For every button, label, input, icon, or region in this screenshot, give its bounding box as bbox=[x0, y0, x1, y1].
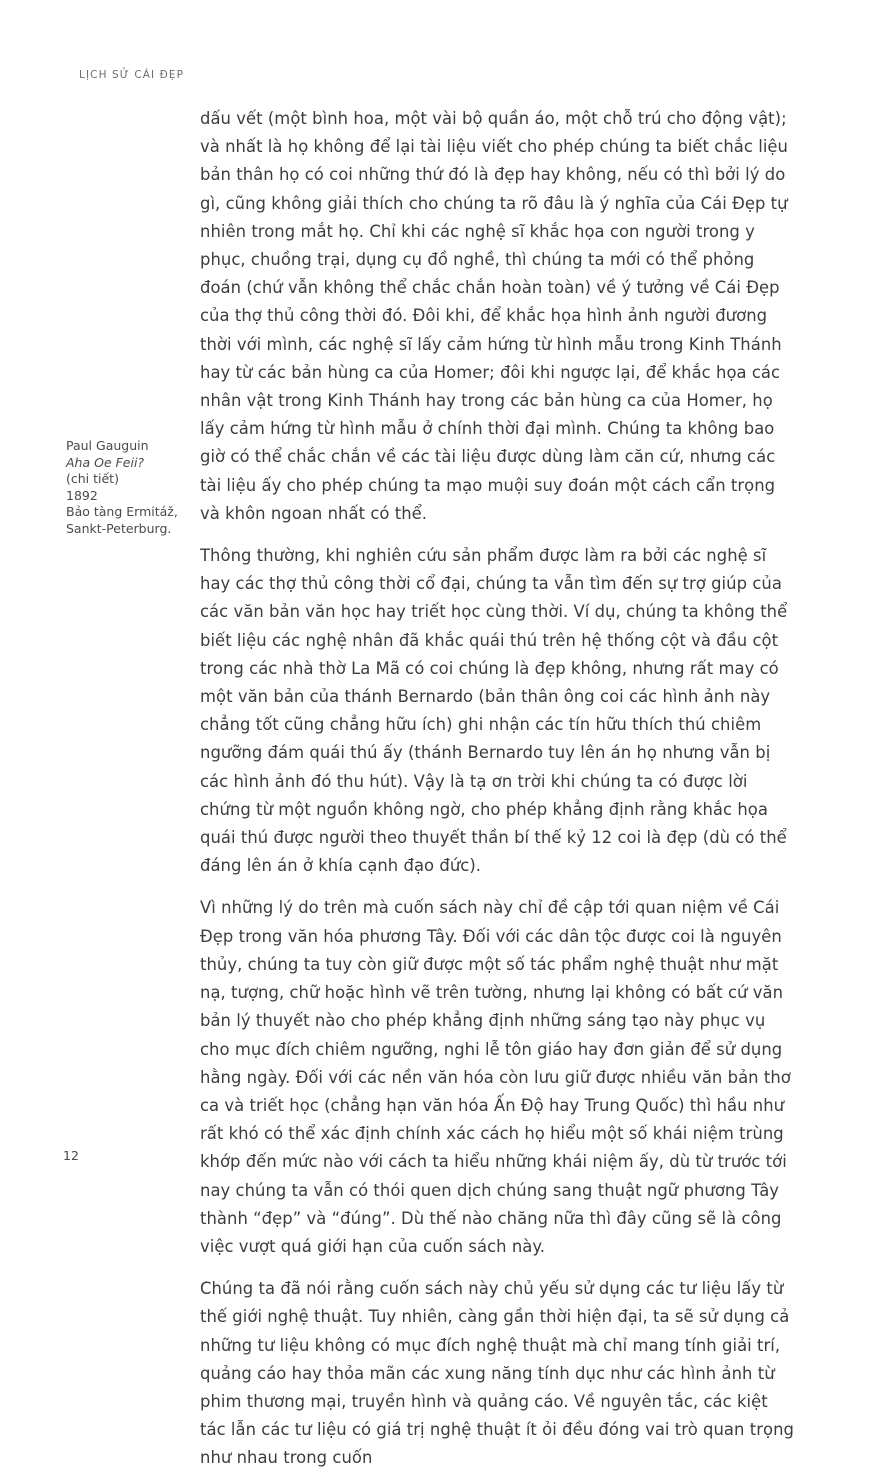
caption-artist: Paul Gauguin bbox=[66, 438, 149, 453]
body-paragraph: Chúng ta đã nói rằng cuốn sách này chủ yếu sử dụng các tư liệu lấy từ thế giới nghệ thuật. Tuy nhiên, càng gần thời hiện đại, ta sẽ sử dụng cả những tư liệu không có mục đích nghệ thuật mà chỉ mang tính giải trí, quảng cáo hay thỏa mãn các xung năng tính dục như các hình ảnh từ phim thương mại, truyền hình và quảng cáo. Về nguyên tắc, các kiệt tác lẫn các tư liệu có giá trị nghệ thuật ít ỏi đều đóng vai trò quan trọng như nhau trong cuốn bbox=[200, 1279, 794, 1468]
caption-detail: (chi tiết) bbox=[66, 471, 119, 486]
running-head: LỊCH SỬ CÁI ĐẸP bbox=[79, 69, 185, 81]
caption-location-line1: Bảo tàng Ermitáž, bbox=[66, 504, 178, 519]
body-paragraph: dấu vết (một bình hoa, một vài bộ quần áo, một chỗ trú cho động vật); và nhất là họ không để lại tài liệu viết cho phép chúng ta biết chắc liệu bản thân họ có coi những thứ đó là đẹp hay không, nếu có thì bởi lý do gì, cũng không giải thích cho chúng ta rõ đâu là ý nghĩa của Cái Đẹp tự nhiên trong mắt họ. Chỉ khi các nghệ sĩ khắc họa con người trong y phục, chuồng trại, dụng cụ đồ nghề, thì chúng ta mới có thể phỏng đoán (chứ vẫn không thể chắc chắn hoàn toàn) về ý tưởng về Cái Đẹp của thợ thủ công thời đó. Đôi khi, để khắc họa hình ảnh người đương thời với mình, các nghệ sĩ lấy cảm hứng từ hình mẫu trong Kinh Thánh hay từ các bản hùng ca của Homer; đôi khi ngược lại, để khắc họa các nhân vật trong Kinh Thánh hay trong các bản hùng ca của Homer, họ lấy cảm hứng từ hình mẫu ở chính thời đại mình. Chúng ta không bao giờ có thể chắc chắn về các tài liệu được dùng làm căn cứ, nhưng các tài liệu ấy cho phép chúng ta mạo muội suy đoán một cách cẩn trọng và khôn ngoan nhất có thể. bbox=[200, 109, 788, 523]
caption-title: Aha Oe Feii? bbox=[66, 454, 145, 470]
body-text-column bbox=[200, 105, 795, 1473]
page-number: 12 bbox=[63, 1148, 79, 1163]
figure-caption bbox=[66, 438, 206, 537]
body-paragraph: Thông thường, khi nghiên cứu sản phẩm được làm ra bởi các nghệ sĩ hay các thợ thủ công thời cổ đại, chúng ta vẫn tìm đến sự trợ giúp của các văn bản văn học hay triết học cùng thời. Ví dụ, chúng ta không thể biết liệu các nghệ nhân đã khắc quái thú trên hệ thống cột và đầu cột trong các nhà thờ La Mã có coi chúng là đẹp không, nhưng rất may có một văn bản của thánh Bernardo (bản thân ông coi các hình ảnh này chẳng tốt cũng chẳng hữu ích) ghi nhận các tín hữu thích thú chiêm ngưỡng đám quái thú ấy (thánh Bernardo tuy lên án họ nhưng vẫn bị các hình ảnh đó thu hút). Vậy là tạ ơn trời khi chúng ta có được lời chứng từ một nguồn không ngờ, cho phép khẳng định rằng khắc họa quái thú được người theo thuyết thần bí thế kỷ 12 coi là đẹp (dù có thể đáng lên án ở khía cạnh đạo đức). bbox=[200, 546, 788, 876]
caption-year: 1892 bbox=[66, 487, 98, 503]
caption-location-line2: Sankt-Peterburg. bbox=[66, 520, 172, 536]
body-paragraph: Vì những lý do trên mà cuốn sách này chỉ đề cập tới quan niệm về Cái Đẹp trong văn hóa phương Tây. Đối với các dân tộc được coi là nguyên thủy, chúng ta tuy còn giữ được một số tác phẩm nghệ thuật như mặt nạ, tượng, chữ hoặc hình vẽ trên tường, nhưng lại không có bất cứ văn bản lý thuyết nào cho phép khẳng định những sáng tạo này phục vụ cho mục đích chiêm ngưỡng, nghi lễ tôn giáo hay đơn giản để sử dụng hằng ngày. Đối với các nền văn hóa còn lưu giữ được nhiều văn bản thơ ca và triết học (chẳng hạn văn hóa Ấn Độ hay Trung Quốc) thì hầu như rất khó có thể xác định chính xác cách họ hiểu một số khái niệm trùng khớp đến mức nào với cách ta hiểu những khái niệm ấy, dù từ trước tới nay chúng ta vẫn có thói quen dịch chúng sang thuật ngữ phương Tây thành “đẹp” và “đúng”. Dù thế nào chăng nữa thì đây cũng sẽ là công việc vượt quá giới hạn của cuốn sách này. bbox=[200, 898, 791, 1256]
